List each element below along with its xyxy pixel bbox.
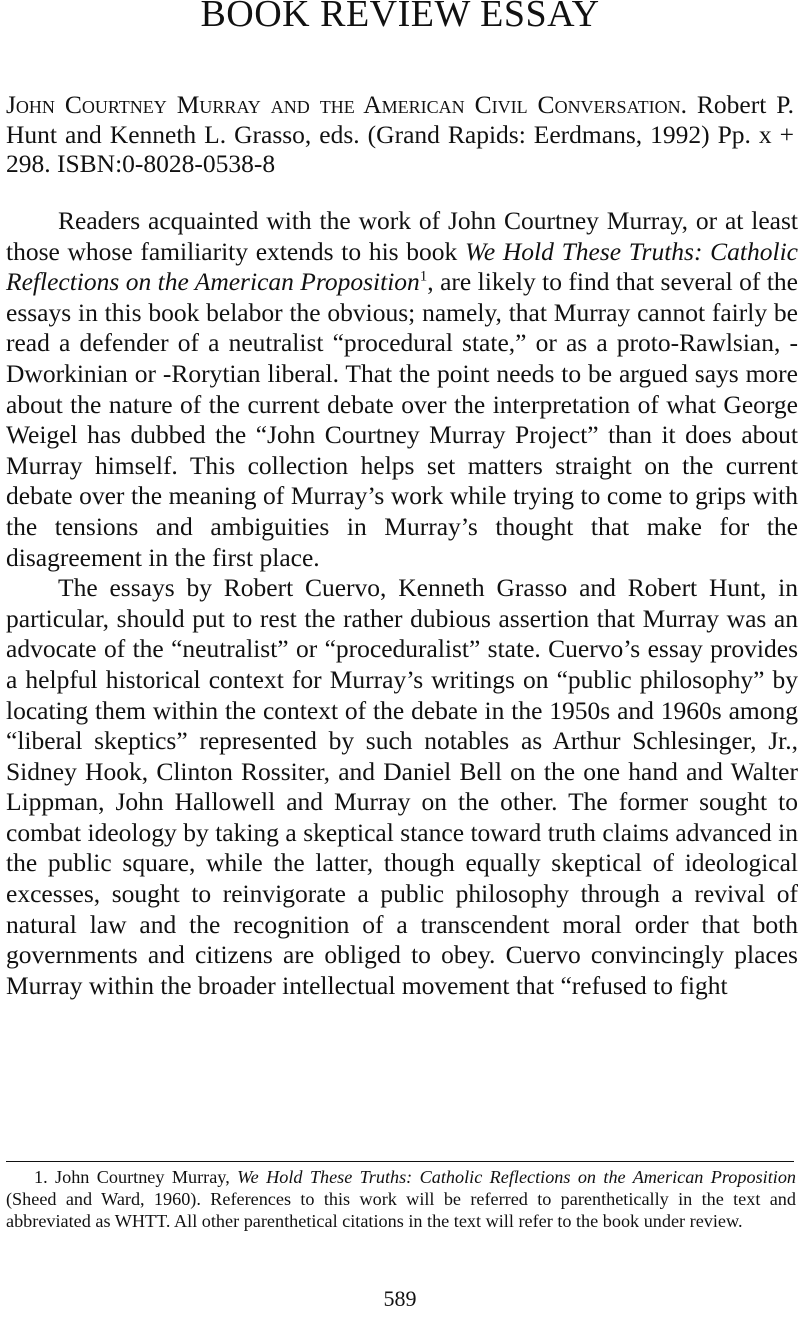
footnote-number: 1. [34,1167,48,1187]
footnote-title: We Hold These Truths: Catholic Reflections on the American Proposition [237,1167,797,1187]
book-title-italic: We Hold These Truths: Catholic Reflections on the American Proposition [6,236,798,297]
paragraph-text: Readers acquainted with the work of John Courtney Murray, or at least those whose familiarity extends to his book [6,206,798,266]
page-number: 589 [383,1286,417,1311]
book-editors: Robert P. Hunt and Kenneth L. Grasso, eds. [6,90,795,149]
book-citation [6,90,794,179]
paragraph-text: , are likely to find that several of the essays in this book belabor the obvious; namely, that Murray cannot fairly be read a defender of a neutralist “procedural state,” or as a proto-Rawlsian, -Dworkinian or -Rorytian liberal. That the point needs to be argued says more about the nature of the current debate over the interpretation of what George Weigel has dubbed the “John Courtney Murray Project” than it does about Murray himself. This collection helps set matters straight on the current debate over the meaning of Murray’s work while trying to come to grips with the tensions and ambiguities in Murray’s thought that make for the disagreement in the first place. [6,267,798,572]
footnote-divider [6,1161,794,1162]
footnote [6,1167,796,1232]
page-heading: BOOK REVIEW ESSAY [200,0,600,35]
review-body [6,206,798,1001]
review-paragraph: The essays by Robert Cuervo, Kenneth Grasso and Robert Hunt, in particular, should put to rest the rather dubious assertion that Murray was an advocate of the “neutralist” or “proceduralist” state. Cuervo’s essay provides a helpful historical context for Murray’s writings on “public philosophy” by locating them within the context of the debate in the 1950s and 1960s among “liberal skeptics” represented by such notables as Arthur Schlesinger, Jr., Sidney Hook, Clinton Rossiter, and Daniel Bell on the one hand and Walter Lippman, John Hallowell and Murray on the other. The former sought to combat ideology by taking a skeptical stance toward truth claims advanced in the public square, while the latter, though equally skeptical of ideological excesses, sought to reinvigorate a public philosophy through a revival of natural law and the recognition of a transcendent moral order that both governments and citizens are obliged to obey. Cuervo convincingly places Murray within the broader intellectual movement that “refused to fight [6,573,798,1000]
footnote-author: John Courtney Murray, [55,1167,230,1187]
book-publication: (Grand Rapids: Eerdmans, 1992) Pp. x + 298. ISBN:0-8028-0538-8 [6,119,795,178]
review-paragraph [6,206,798,573]
footnote-text: (Sheed and Ward, 1960). References to this work will be referred to parenthetically in the text and abbreviated as WHTT. All other parenthetical citations in the text will refer to the book under review. [6,1188,796,1231]
book-title: John Courtney Murray and the American Civil Conversation. [6,90,687,119]
footnote-marker: 1 [419,268,428,285]
